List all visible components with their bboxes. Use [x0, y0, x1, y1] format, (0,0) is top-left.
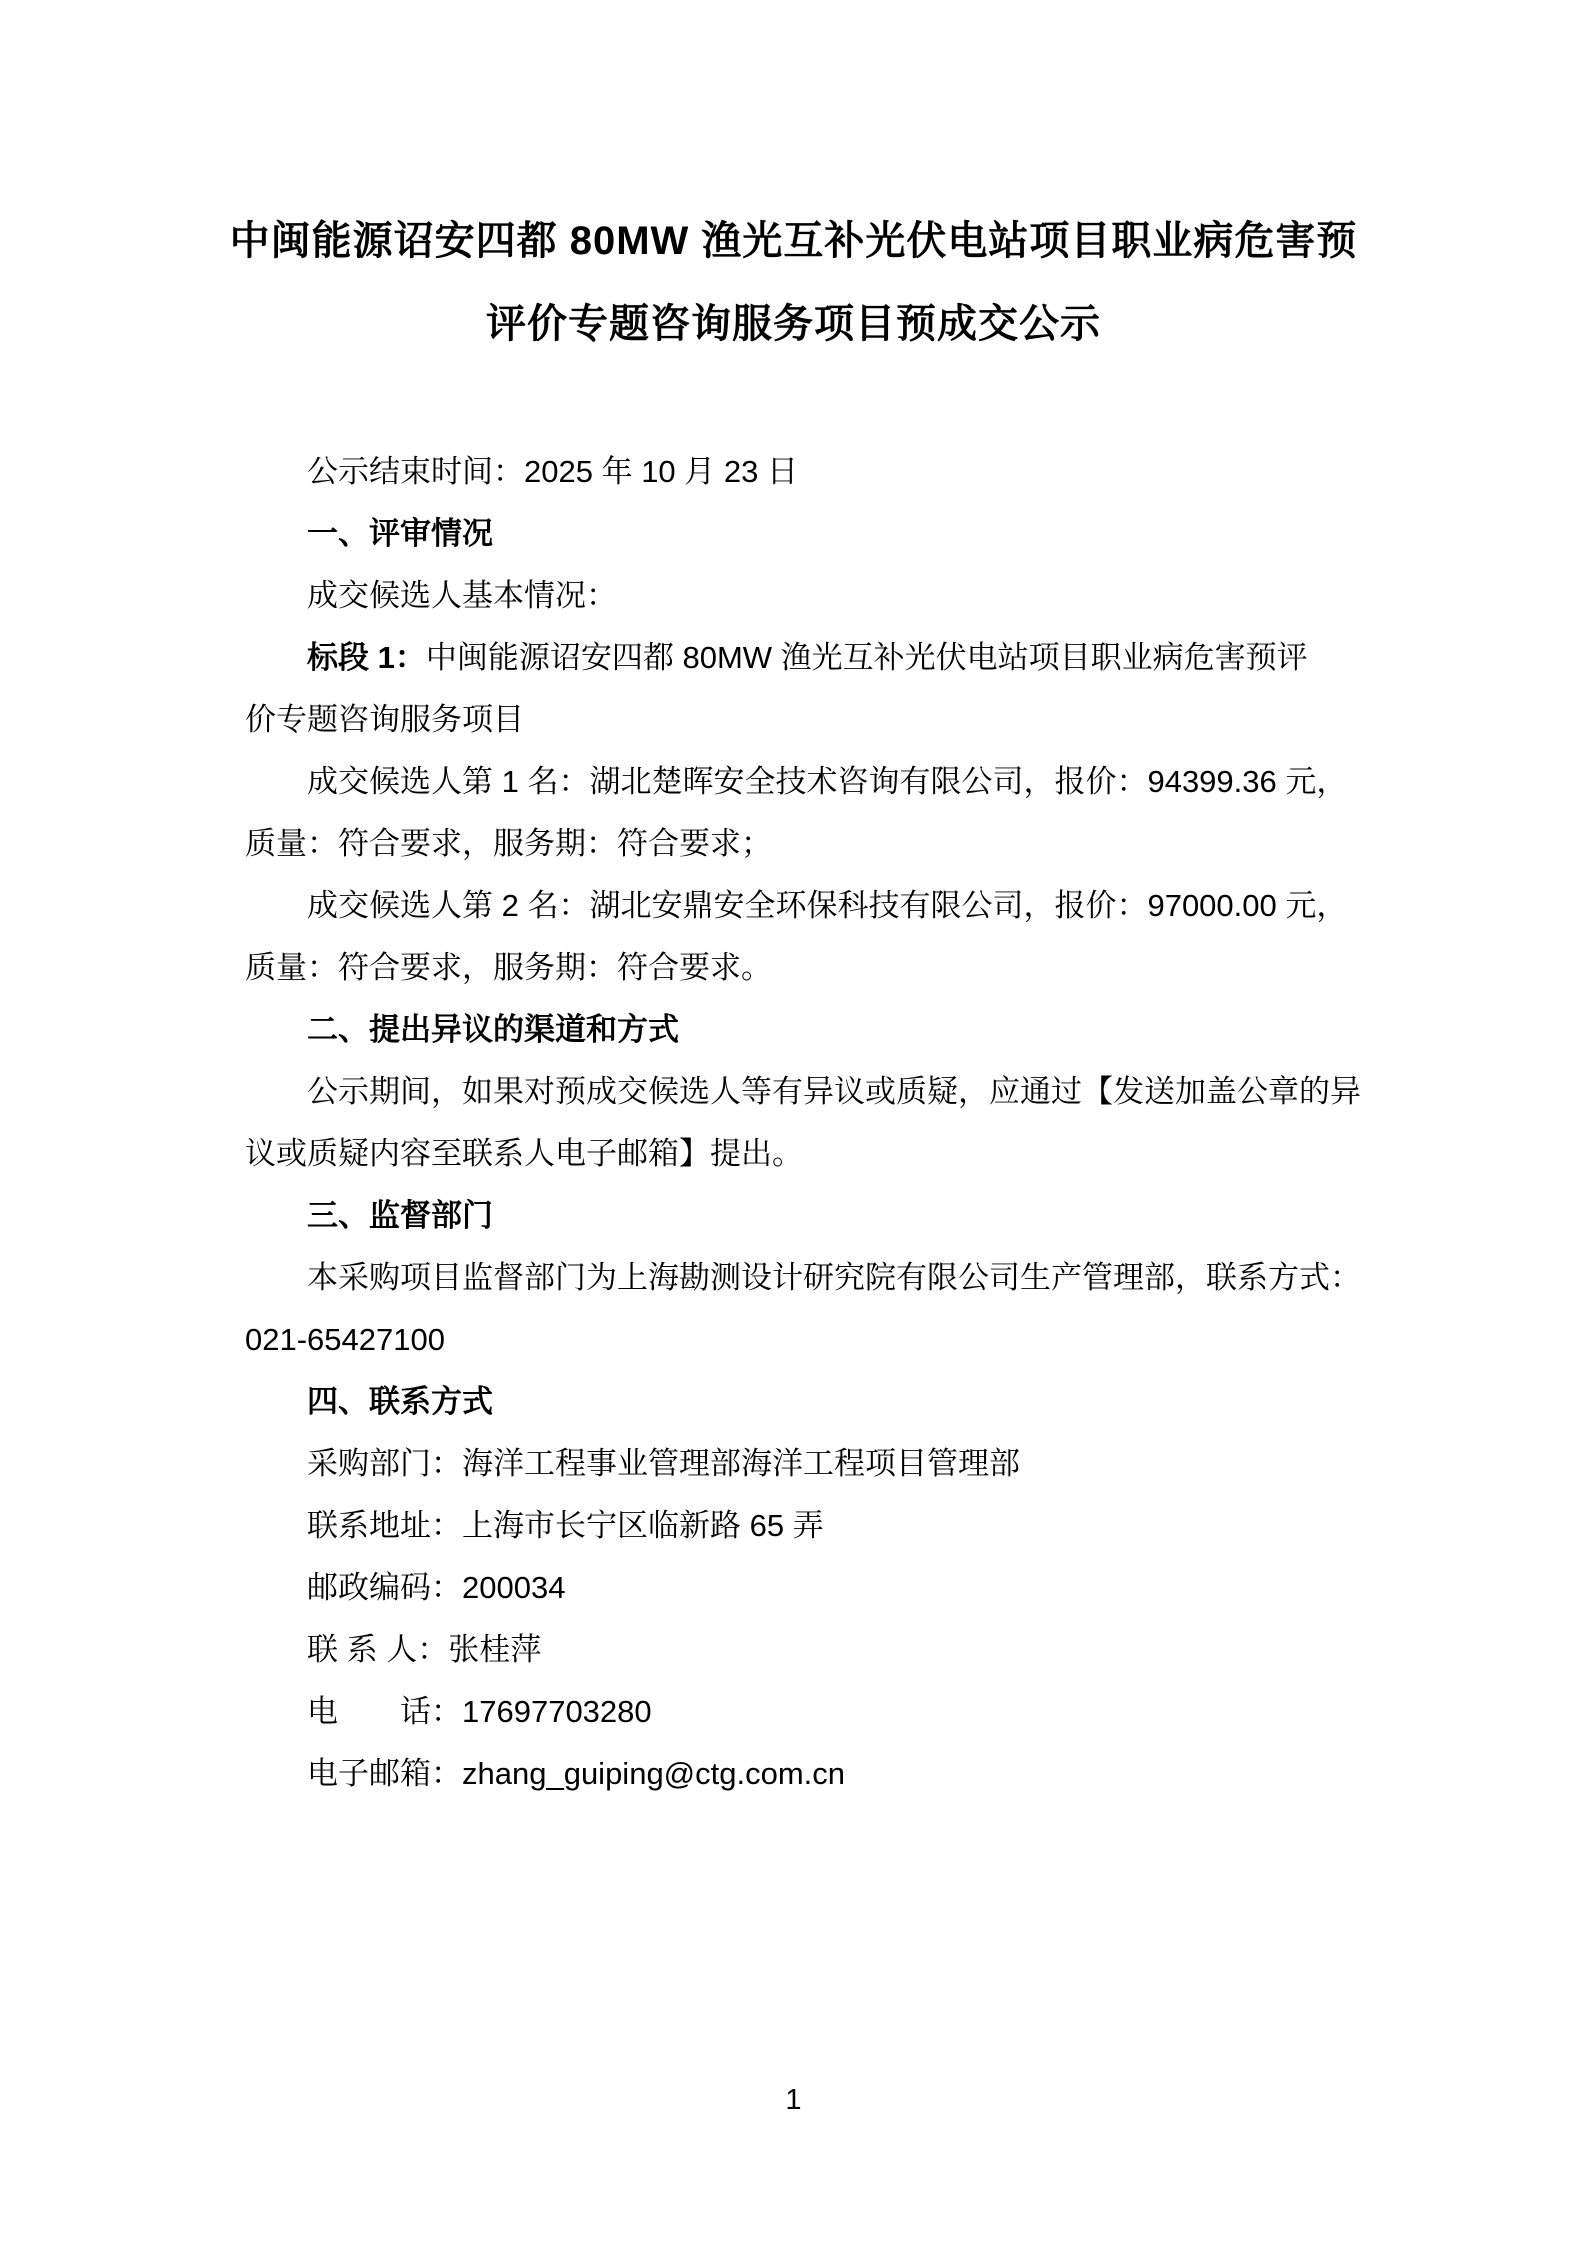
bold-text-segment: 四、联系方式 [307, 1384, 493, 1419]
body-line [245, 1557, 1425, 1619]
body-line [245, 689, 1425, 751]
body-line [245, 1309, 1425, 1371]
document-title [0, 0, 1587, 366]
bold-text-segment: 标段 1： [307, 640, 426, 675]
text-segment: 联 系 人：张桂萍 [307, 1632, 542, 1667]
text-segment: 质量：符合要求，服务期：符合要求； [245, 826, 772, 861]
title-line-2: 评价专题咨询服务项目预成交公示 [486, 302, 1101, 346]
text-segment: 质量：符合要求，服务期：符合要求。 [245, 950, 772, 985]
text-segment: 021-65427100 [245, 1322, 445, 1357]
body-line [245, 441, 1425, 503]
text-segment: 成交候选人第 2 名：湖北安鼎安全环保科技有限公司，报价：97000.00 元， [307, 888, 1348, 923]
title-line-1: 中闽能源诏安四都 80MW 渔光互补光伏电站项目职业病危害预 [229, 219, 1358, 263]
body-line [245, 1433, 1425, 1495]
body-line [245, 751, 1425, 813]
body-line [245, 503, 1425, 565]
text-segment: 价专题咨询服务项目 [245, 702, 524, 737]
body-line [245, 1061, 1425, 1123]
body-line [245, 937, 1425, 999]
text-segment: 联系地址：上海市长宁区临新路 65 弄 [307, 1508, 824, 1543]
body-line [245, 565, 1425, 627]
body-line [245, 1495, 1425, 1557]
text-segment: 成交候选人基本情况： [307, 578, 617, 613]
body-line [245, 1123, 1425, 1185]
text-segment: 电子邮箱：zhang_guiping@ctg.com.cn [307, 1756, 846, 1791]
bold-text-segment: 三、监督部门 [307, 1198, 493, 1233]
text-segment: 本采购项目监督部门为上海勘测设计研究院有限公司生产管理部，联系方式： [307, 1260, 1361, 1295]
page-number: 1 [785, 2084, 802, 2116]
text-segment: 中闽能源诏安四都 80MW 渔光互补光伏电站项目职业病危害预评 [425, 640, 1308, 675]
body-line [245, 999, 1425, 1061]
body-line [245, 875, 1425, 937]
text-segment: 公示结束时间：2025 年 10 月 23 日 [307, 454, 798, 489]
text-segment: 采购部门：海洋工程事业管理部海洋工程项目管理部 [307, 1446, 1020, 1481]
text-segment: 议或质疑内容至联系人电子邮箱】提出。 [245, 1136, 803, 1171]
body-line [245, 1743, 1425, 1805]
body-line [245, 1681, 1425, 1743]
document-body [0, 441, 1425, 1805]
bold-text-segment: 二、提出异议的渠道和方式 [307, 1012, 679, 1047]
bold-text-segment: 一、评审情况 [307, 516, 493, 551]
page-footer [0, 2082, 1587, 2118]
text-segment: 电 话：17697703280 [307, 1694, 652, 1729]
text-segment: 公示期间，如果对预成交候选人等有异议或质疑，应通过【发送加盖公章的异 [307, 1074, 1361, 1109]
text-segment: 邮政编码：200034 [307, 1570, 566, 1605]
body-line [245, 1619, 1425, 1681]
body-line [245, 1185, 1425, 1247]
body-line [245, 813, 1425, 875]
body-line [245, 627, 1425, 689]
body-line [245, 1247, 1425, 1309]
body-line [245, 1371, 1425, 1433]
text-segment: 成交候选人第 1 名：湖北楚晖安全技术咨询有限公司，报价：94399.36 元， [307, 764, 1348, 799]
